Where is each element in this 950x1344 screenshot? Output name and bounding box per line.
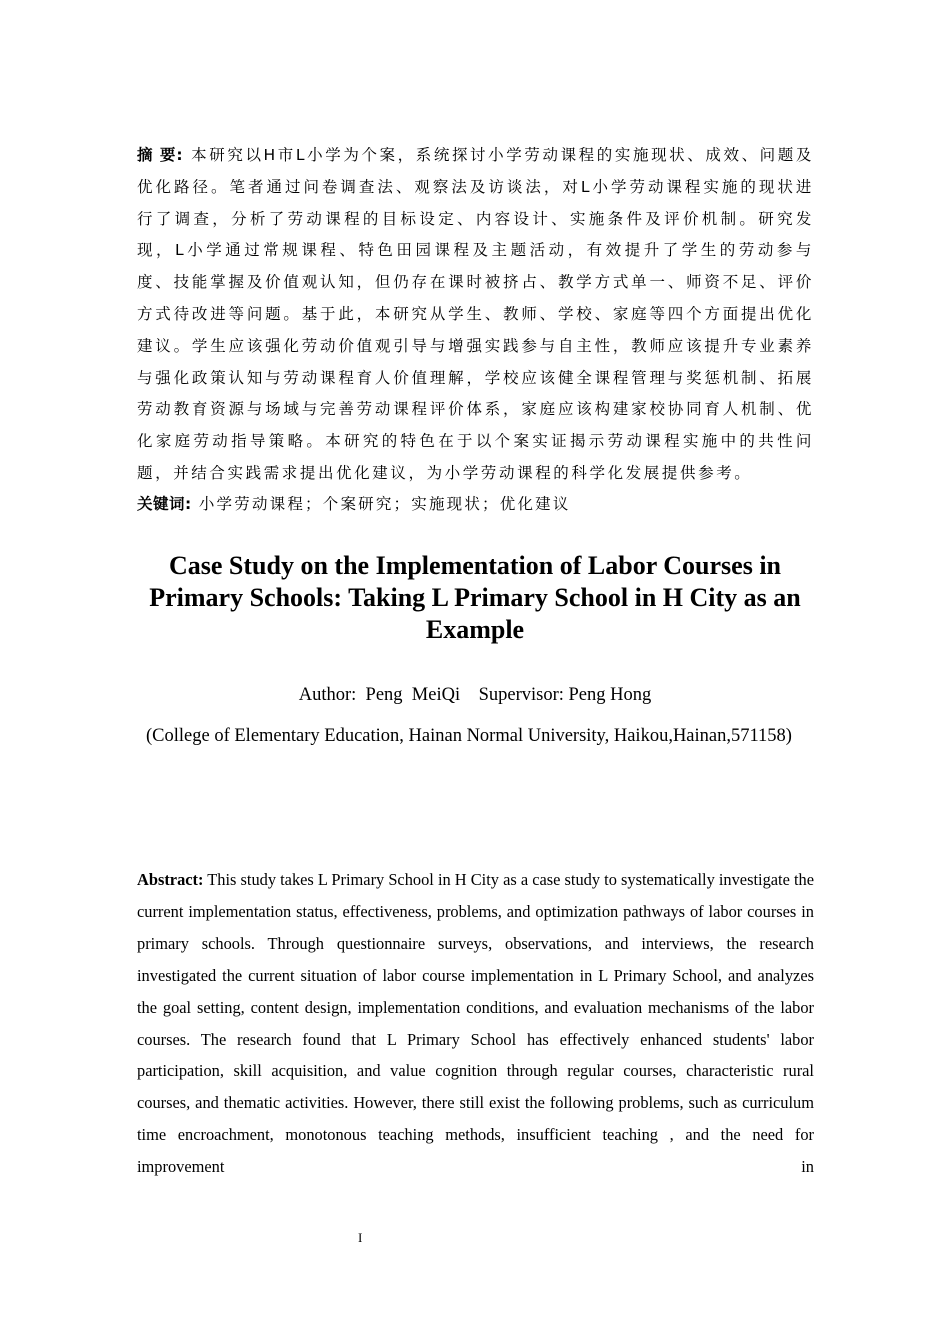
chinese-abstract xyxy=(137,140,814,490)
chinese-keywords-label xyxy=(137,495,192,513)
affiliation: (College of Elementary Education, Hainan Normal University, Haikou,Hainan,571158) xyxy=(146,726,792,746)
english-title: Case Study on the Implementation of Labor Courses in Primary Schools: Taking L Primary School in H City as an Example xyxy=(149,551,801,644)
chinese-keywords xyxy=(137,489,814,520)
chinese-abstract-label-text: 摘 要 xyxy=(137,146,177,164)
chinese-abstract-label-colon: : xyxy=(176,146,184,164)
chinese-keywords-label-text: 关键词 xyxy=(137,495,186,513)
english-abstract-text: This study takes L Primary School in H City as a case study to systematically investigate the current implementation status, effectiveness, problems, and optimization pathways of labor courses in primary schools. Through questionnaire surveys, observations, and interviews, the research investigated the current situation of labor course implementation in L Primary School, and analyzes the goal setting, content design, implementation conditions, and evaluation mechanisms of the labor courses. The research found that L Primary School has effectively enhanced students' labor participation, skill acquisition, and value cognition through regular courses, characteristic rural courses, and thematic activities. However, there still exist the following problems, such as curriculum time encroachment, monotonous teaching methods, insufficient teaching , and the need for improvement in xyxy=(137,870,814,1177)
chinese-abstract-text: 本研究以H市L小学为个案，系统探讨小学劳动课程的实施现状、成效、问题及优化路径。笔者通过问卷调查法、观察法及访谈法，对L小学劳动课程实施的现状进行了调查，分析了劳动课程的目标设定、内容设计、实施条件及评价机制。研究发现，L小学通过常规课程、特色田园课程及主题活动，有效提升了学生的劳动参与度、技能掌握及价值观认知，但仍存在课时被挤占、教学方式单一、师资不足、评价方式待改进等问题。基于此，本研究从学生、教师、学校、家庭等四个方面提出优化建议。学生应该强化劳动价值观引导与增强实践参与自主性，教师应该提升专业素养与强化政策认知与劳动课程育人价值理解，学校应该健全课程管理与奖惩机制、拓展劳动教育资源与场域与完善劳动课程评价体系，家庭应该构建家校协同育人机制、优化家庭劳动指导策略。本研究的特色在于以个案实证揭示劳动课程实施中的共性问题，并结合实践需求提出优化建议，为小学劳动课程的科学化发展提供参考。 xyxy=(137,146,814,482)
author-line: Author: Peng MeiQi Supervisor: Peng Hong xyxy=(298,685,652,705)
chinese-keywords-label-colon: : xyxy=(185,495,192,513)
english-abstract xyxy=(137,864,814,1183)
english-abstract-label: Abstract: xyxy=(137,870,204,889)
page-number: I xyxy=(358,1230,363,1245)
chinese-abstract-label xyxy=(137,146,184,164)
chinese-keywords-text: 小学劳动课程；个案研究；实施现状；优化建议 xyxy=(198,495,571,513)
